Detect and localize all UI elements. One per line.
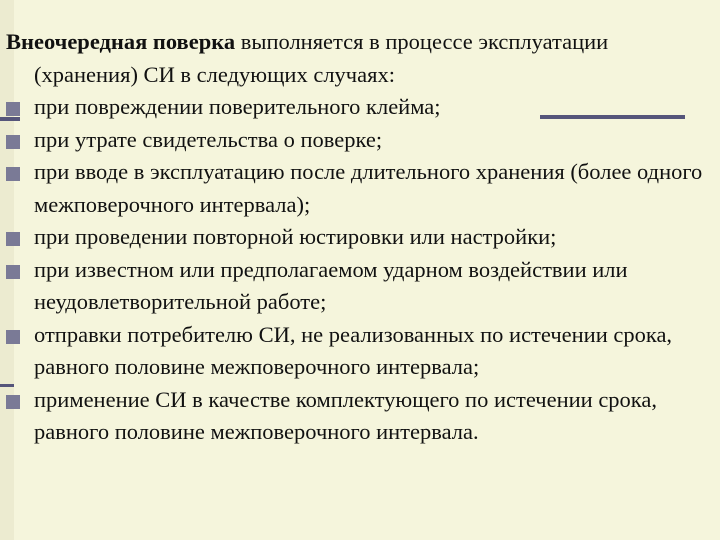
list-item [6, 221, 711, 254]
list-item [6, 319, 711, 384]
intro-paragraph [6, 26, 711, 91]
slide-content [6, 26, 711, 449]
square-bullet-icon [6, 135, 20, 149]
list-item [6, 156, 711, 221]
list-item [6, 124, 711, 157]
square-bullet-icon [6, 167, 20, 181]
intro-term: Внеочередная поверка [6, 29, 236, 54]
square-bullet-icon [6, 395, 20, 409]
list-item [6, 254, 711, 319]
list-item [6, 91, 711, 124]
list-item-text: при известном или предполагаемом ударном воздействии или неудовлетворительной работе; [34, 256, 628, 314]
square-bullet-icon [6, 232, 20, 246]
list-item [6, 384, 711, 449]
square-bullet-icon [6, 330, 20, 344]
list-item-text: отправки потребителю СИ, не реализованных по истечении срока, равного половине межповерочного интервала; [34, 321, 673, 379]
list-item-text: при утрате свидетельства о поверке; [34, 126, 383, 152]
list-item-text: при вводе в эксплуатацию после длительного хранения (более одного межповерочного интервала); [34, 159, 703, 217]
intro-text: выполняется в процессе эксплуатации (хранения) СИ в следующих случаях: [34, 29, 609, 87]
list-item-text: при проведении повторной юстировки или настройки; [34, 224, 557, 249]
list-item-text: при повреждении поверительного клейма; [34, 94, 441, 119]
square-bullet-icon [6, 102, 20, 116]
case-list [6, 91, 711, 449]
square-bullet-icon [6, 265, 20, 279]
list-item-text: применение СИ в качестве комплектующего по истечении срока, равного половине межповерочного интервала. [34, 386, 658, 444]
